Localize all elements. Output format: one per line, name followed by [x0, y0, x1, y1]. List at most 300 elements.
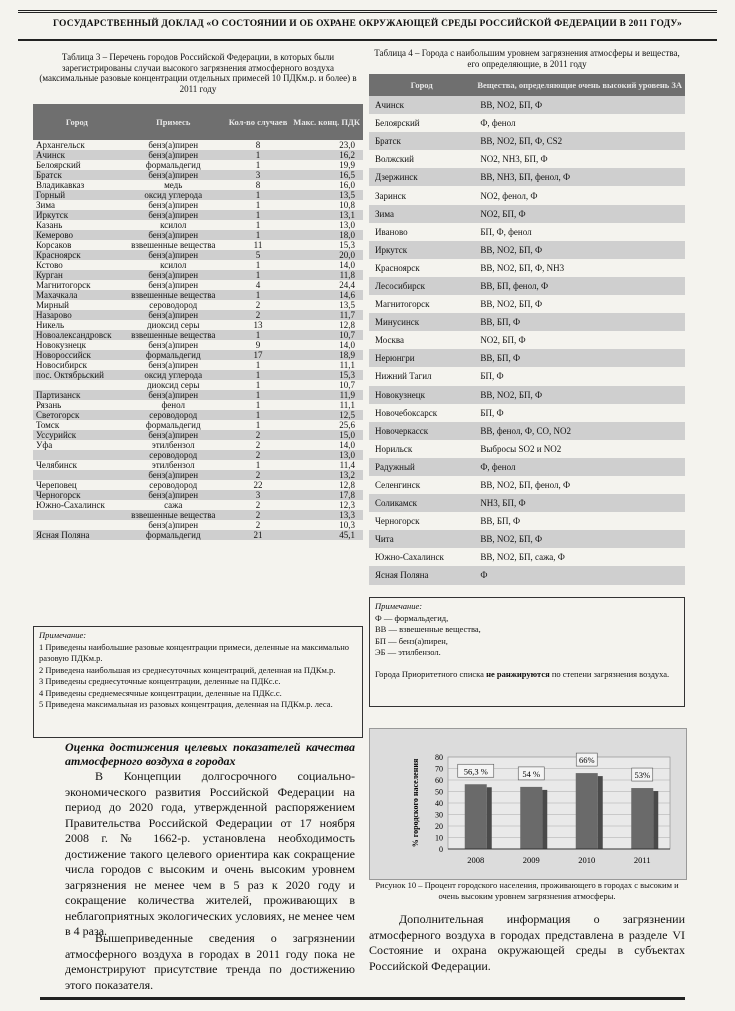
- table3-cell: 12,8: [339, 320, 355, 330]
- table4-cell: Белоярский: [375, 118, 420, 129]
- table3-row: [33, 260, 363, 270]
- table4-row: [369, 331, 685, 349]
- table4-cell: Нижний Тагил: [375, 371, 432, 382]
- table3-row: [33, 500, 363, 510]
- table4-cell: Селенгинск: [375, 480, 421, 491]
- table4-cell: Дзержинск: [369, 168, 474, 186]
- table4-cell: Лесосибирск: [369, 277, 474, 295]
- table3-cell: 1: [255, 220, 261, 230]
- table3-cell: 10,7: [290, 330, 363, 340]
- report-header: ГОСУДАРСТВЕННЫЙ ДОКЛАД «О СОСТОЯНИИ И ОБ ОХРАНЕ ОКРУЖАЮЩЕЙ СРЕДЫ РОССИЙСКОЙ ФЕДЕРАЦИИ В 2011 ГОДУ»: [18, 10, 717, 41]
- table4-cell: NO2, БП, Ф: [480, 335, 526, 346]
- table3-cell: бенз(а)пирен: [148, 280, 199, 290]
- table4-row: [369, 367, 685, 385]
- table3-cell: Владикавказ: [36, 180, 85, 190]
- table3-cell: Архангельск: [36, 140, 85, 150]
- table3-cell: взвешенные вещества: [121, 290, 226, 300]
- table4-cell: ВВ, БП, Ф: [480, 516, 521, 527]
- table3-cell: Зима: [36, 200, 55, 210]
- table3-cell: 8: [255, 140, 261, 150]
- chart-frame: [369, 728, 687, 880]
- table3-cell: Братск: [33, 170, 121, 180]
- table3-row: [33, 230, 363, 240]
- table4-row: [369, 150, 685, 168]
- table3-cell: сероводород: [121, 410, 226, 420]
- table3-cell: бенз(а)пирен: [121, 230, 226, 240]
- table3-row: [33, 380, 363, 390]
- table3-cell: 13,5: [339, 300, 355, 310]
- table3-cell: Череповец: [36, 480, 77, 490]
- table3-cell: 23,0: [339, 140, 355, 150]
- table3-cell: пос. Октябрьский: [33, 370, 121, 380]
- table4-cell: Ачинск: [369, 96, 474, 114]
- table3-cell: 45,1: [290, 530, 363, 540]
- table3-row: [33, 410, 363, 420]
- table3-row: [33, 350, 363, 360]
- table3-row: [33, 330, 363, 340]
- table3-caption: Таблица 3 – Перечень городов Российской Федерации, в которых были зарегистрированы случаи высокого загрязнения атмосферного воздуха (максимальные разовые концентрации отдельных примесей 10 ПДКм.р. и более) в 2011 году: [39, 52, 357, 94]
- table3-cell: бенз(а)пирен: [121, 430, 226, 440]
- table3-cell: 13,3: [290, 510, 363, 520]
- chart-data-label: 53%: [634, 770, 651, 781]
- table3-cell: 3: [226, 170, 291, 180]
- table4-cell: Выбросы SO2 и NO2: [480, 443, 562, 454]
- table3-row: [33, 450, 363, 460]
- table3-row: [33, 250, 363, 260]
- table4-row: [369, 458, 685, 476]
- table3-cell: 11,4: [339, 460, 355, 470]
- table4-row: [369, 548, 685, 566]
- table4-cell: Минусинск: [369, 313, 474, 331]
- table3-cell: бенз(а)пирен: [121, 470, 226, 480]
- table3-note-1: 1 Приведены наибольшие разовые концентрации примеси, деленные на максимально разовую ПДКм.р.: [39, 641, 350, 663]
- table3-cell: Горный: [33, 190, 121, 200]
- table3-cell: Мирный: [36, 300, 69, 310]
- table3-cell: Ачинск: [33, 150, 121, 160]
- table3-cell: 1: [226, 390, 291, 400]
- table3-cell: 22: [253, 480, 263, 490]
- table3-cell: Томск: [36, 420, 60, 430]
- table4-cell: Иваново: [375, 226, 408, 237]
- table3-cell: взвешенные вещества: [131, 240, 216, 250]
- table4-cell: ВВ, фенол, Ф, CO, NO2: [474, 422, 685, 440]
- table4-cell: Новокузнецк: [369, 386, 474, 404]
- table3-cell: взвешенные вещества: [121, 330, 226, 340]
- table3-cell: Кстово: [36, 260, 63, 270]
- table3-cell: Уфа: [36, 440, 53, 450]
- chart-bar-side: [487, 787, 492, 849]
- table4-row: [369, 512, 685, 530]
- table3-row: [33, 160, 363, 170]
- chart-bar-side: [598, 776, 603, 849]
- table3-cell: Черногорск: [33, 490, 121, 500]
- table4-cell: ВВ, NO2, БП, Ф: [480, 299, 543, 310]
- table4-cell: Южно-Сахалинск: [375, 552, 444, 563]
- table3-cell: 1: [226, 370, 291, 380]
- table4-note-3: БП — бенз(а)пирен,: [375, 635, 448, 646]
- section-title: Оценка достижения целевых показателей качества атмосферного воздуха в городах: [65, 740, 355, 768]
- table3-cell: 1: [255, 200, 261, 210]
- table3-cell: 2: [226, 450, 291, 460]
- table3-cell: ксилол: [160, 260, 187, 270]
- table3-cell: 1: [255, 360, 261, 370]
- chart-data-label: 54 %: [522, 768, 541, 779]
- table3-cell: 12,3: [339, 500, 355, 510]
- table3-cell: [33, 510, 121, 520]
- table4-cell: ВВ, NO2, БП, Ф: [474, 530, 685, 548]
- table3-cell: Партизанск: [33, 390, 121, 400]
- table3-cell: ксилол: [160, 220, 187, 230]
- table4-cell: Соликамск: [369, 494, 474, 512]
- table3-cell: 5: [226, 250, 291, 260]
- table3-cell: 1: [226, 290, 291, 300]
- table4-cell: ВВ, NO2, БП, Ф, CS2: [474, 132, 685, 150]
- table4-cell: Заринск: [375, 190, 407, 201]
- table4-cell: Ясная Поляна: [369, 566, 474, 584]
- table3-row: [33, 360, 363, 370]
- table4-note-extra-2: по степени загрязнения воздуха.: [551, 668, 670, 679]
- table3-cell: формальдегид: [121, 350, 226, 360]
- table3-note-2: 2 Приведена наибольшая из среднесуточных концентраций, деленная на ПДКм.р.: [39, 664, 336, 675]
- table3-cell: Магнитогорск: [36, 280, 91, 290]
- table3-cell: бенз(а)пирен: [121, 390, 226, 400]
- table4-row: [369, 223, 685, 241]
- table3-cell: 2: [226, 510, 291, 520]
- table3-cell: 1: [226, 150, 291, 160]
- table3-cell: формальдегид: [121, 530, 226, 540]
- table4-note-2: ВВ — взвешенные вещества,: [375, 624, 481, 634]
- table4-note-extra-1: Города Приоритетного списка: [375, 668, 484, 679]
- table3-cell: 1: [255, 160, 261, 170]
- table3-cell: 1: [226, 270, 291, 280]
- chart-y-tick-label: 70: [435, 764, 443, 774]
- table3-cell: бенз(а)пирен: [148, 360, 199, 370]
- table3-header-2: Кол-во случаев: [226, 104, 291, 140]
- table4-cell: БП, Ф, фенол: [480, 226, 532, 237]
- table3-cell: 13,0: [339, 220, 355, 230]
- table3-cell: Махачкала: [33, 290, 121, 300]
- table3-cell: сероводород: [149, 300, 198, 310]
- table4-cell: NO2, фенол, Ф: [480, 190, 538, 201]
- table3-row: [33, 240, 363, 250]
- table4-row: [369, 440, 685, 458]
- chart-y-tick-label: 60: [435, 776, 443, 785]
- table3-cell: 2: [255, 520, 261, 530]
- chart-x-tick-label: 2008: [467, 855, 485, 865]
- table3-cell: [33, 380, 121, 390]
- table3-cell: 1: [255, 420, 261, 430]
- table3-row: [33, 320, 363, 330]
- table3-cell: [33, 520, 121, 530]
- table3-cell: бенз(а)пирен: [121, 170, 226, 180]
- table3-row: [33, 520, 363, 530]
- table4-row: [369, 566, 685, 584]
- table3-header-3: Макс. конц. ПДК: [290, 104, 363, 140]
- table3-cell: бенз(а)пирен: [121, 310, 226, 320]
- table3-cell: бенз(а)пирен: [121, 150, 226, 160]
- table4-note-1: Ф — формальдегид,: [375, 612, 449, 623]
- chart-y-tick-label: 0: [439, 845, 443, 854]
- table3-cell: диоксид серы: [147, 380, 200, 390]
- table3-row: [33, 210, 363, 220]
- table3-cell: этилбензол: [151, 460, 195, 470]
- table4-row: [369, 386, 685, 404]
- table4-row: [369, 259, 685, 277]
- table3-row: [33, 180, 363, 190]
- table4-notes-title: Примечание:: [375, 601, 423, 611]
- table3-cell: 18,0: [290, 230, 363, 240]
- table3-cell: Иркутск: [33, 210, 121, 220]
- table3-cell: диоксид серы: [147, 320, 200, 330]
- table3-cell: Никель: [36, 320, 65, 330]
- table3-row: [33, 470, 363, 480]
- chart-bar: [465, 784, 487, 849]
- table3-cell: бенз(а)пирен: [148, 340, 199, 350]
- table4-cell: Черногорск: [375, 516, 420, 527]
- table3-cell: 13,1: [290, 210, 363, 220]
- table4-caption: Таблица 4 – Города с наибольшим уровнем загрязнения атмосферы и вещества, его определяющие, в 2011 году: [374, 48, 680, 69]
- table3-row: [33, 140, 363, 150]
- table3-cell: бенз(а)пирен: [121, 250, 226, 260]
- table3-cell: 18,9: [290, 350, 363, 360]
- table3-cell: 16,2: [290, 150, 363, 160]
- table3-cell: 1: [226, 210, 291, 220]
- table3-cell: 10,7: [339, 380, 355, 390]
- percent-population-chart: [370, 729, 686, 879]
- table3-cell: сероводород: [121, 450, 226, 460]
- table3-cell: медь: [164, 180, 183, 190]
- table3-cell: 15,0: [290, 430, 363, 440]
- table3-cell: 12,5: [290, 410, 363, 420]
- table4: [369, 74, 685, 585]
- table4-cell: Радужный: [369, 458, 474, 476]
- table3-row: [33, 300, 363, 310]
- table3-cell: 13,5: [290, 190, 363, 200]
- table3-cell: бенз(а)пирен: [121, 210, 226, 220]
- table3-row: [33, 290, 363, 300]
- table4-row: [369, 132, 685, 150]
- footer-rule: [40, 997, 685, 1000]
- table3-cell: оксид углерода: [121, 370, 226, 380]
- table4-cell: Ф, фенол: [474, 458, 685, 476]
- table3-cell: 3: [226, 490, 291, 500]
- table3-row: [33, 530, 363, 540]
- table3-note-4: 4 Приведены среднемесячные концентрации, деленные на ПДКс.с.: [39, 687, 282, 698]
- table3-cell: 8: [255, 180, 261, 190]
- table3-cell: оксид углерода: [121, 190, 226, 200]
- table3-cell: Челябинск: [36, 460, 78, 470]
- table3-row: [33, 390, 363, 400]
- table4-cell: Нерюнгри: [369, 349, 474, 367]
- table3-row: [33, 310, 363, 320]
- table4-cell: Иркутск: [369, 241, 474, 259]
- table3-cell: Новоалександровск: [33, 330, 121, 340]
- table4-cell: ВВ, NO2, БП, Ф, NH3: [480, 262, 565, 273]
- table4-row: [369, 530, 685, 548]
- table3-row: [33, 510, 363, 520]
- table3-row: [33, 480, 363, 490]
- table3-cell: 4: [255, 280, 261, 290]
- table4-cell: Норильск: [375, 443, 413, 454]
- table3-cell: Новосибирск: [36, 360, 87, 370]
- table4-row: [369, 277, 685, 295]
- table3-row: [33, 440, 363, 450]
- table4-row: [369, 422, 685, 440]
- table4-row: [369, 313, 685, 331]
- table4-row: [369, 476, 685, 494]
- table3-cell: 11,1: [339, 360, 355, 370]
- table4-cell: ВВ, БП, фенол, Ф: [474, 277, 685, 295]
- table3-row: [33, 200, 363, 210]
- table3-cell: 2: [255, 300, 261, 310]
- section-paragraph-1: В Концепции долгосрочного социально-экономического развития Российской Федерации на период до 2020 года, утвержденной распоряжением Правительства Российской Федерации от 17 ноября 2008 г. № 1662-р. установлена необходимость достижение такого целевого ориентира как сокращение числа городов с высоким и очень высоким уровнем загрязнения не менее чем в 5 раз к 2020 году и сокращение количества жителей, проживающих в неблагоприятных экологических условиях, не менее чем в 4 раза.: [65, 769, 355, 938]
- table4-cell: Москва: [375, 335, 404, 346]
- table3-cell: Ясная Поляна: [33, 530, 121, 540]
- section-paragraph-2: Вышеприведенные сведения о загрязнении атмосферного воздуха в городах в 2011 году пока не демонстрируют присутствие тренда по достижению этого показателя.: [65, 931, 355, 992]
- table4-cell: ВВ, NO2, БП, Ф: [474, 241, 685, 259]
- table4-row: [369, 349, 685, 367]
- table3-row: [33, 340, 363, 350]
- table3-cell: сажа: [164, 500, 183, 510]
- table3-cell: 1: [226, 230, 291, 240]
- table4-cell: ВВ, БП, Ф: [474, 349, 685, 367]
- table3-cell: Назарово: [33, 310, 121, 320]
- table3-cell: 15,3: [339, 240, 355, 250]
- table3-cell: 24,4: [339, 280, 355, 290]
- table3-cell: 16,5: [290, 170, 363, 180]
- table3-cell: 11,9: [290, 390, 363, 400]
- table3-cell: 10,8: [339, 200, 355, 210]
- table3-cell: бенз(а)пирен: [148, 140, 199, 150]
- table4-cell: Новочебоксарск: [375, 407, 438, 418]
- table4-row: [369, 186, 685, 204]
- table3-cell: 1: [255, 260, 261, 270]
- table3-cell: 1: [226, 410, 291, 420]
- chart-y-tick-label: 50: [435, 787, 443, 797]
- table3-cell: [33, 450, 121, 460]
- table4-row: [369, 168, 685, 186]
- table3-cell: этилбензол: [151, 440, 195, 450]
- figure-followup-text: Дополнительная информация о загрязнении атмосферного воздуха в городах представлена в разделе VI Состояние и охрана окружающей среды в субъектах Российской Федерации.: [369, 912, 685, 973]
- table3-cell: сероводород: [149, 480, 198, 490]
- table4-cell: Новочеркасск: [369, 422, 474, 440]
- table3-cell: Уссурийск: [33, 430, 121, 440]
- table4-cell: Братск: [369, 132, 474, 150]
- table3-row: [33, 150, 363, 160]
- table4-cell: Красноярск: [375, 262, 420, 273]
- table3-row: [33, 280, 363, 290]
- table3-cell: 14,0: [339, 440, 355, 450]
- table3-cell: 15,3: [290, 370, 363, 380]
- table3-cell: Красноярск: [33, 250, 121, 260]
- table4-cell: ВВ, NO2, БП, Ф: [474, 96, 685, 114]
- table3-row: [33, 170, 363, 180]
- table4-cell: Ф: [474, 566, 685, 584]
- table3-cell: Казань: [36, 220, 63, 230]
- table3-cell: бенз(а)пирен: [148, 520, 199, 530]
- chart-data-label: 56,3 %: [463, 766, 488, 777]
- table3-cell: Южно-Сахалинск: [36, 500, 105, 510]
- table3-cell: бенз(а)пирен: [148, 200, 199, 210]
- table4-row: [369, 114, 685, 132]
- table4-cell: ВВ, NH3, БП, фенол, Ф: [474, 168, 685, 186]
- table3-cell: Курган: [33, 270, 121, 280]
- chart-bar: [576, 773, 598, 849]
- table3-row: [33, 420, 363, 430]
- table3-cell: 25,6: [339, 420, 355, 430]
- table4-row: [369, 494, 685, 512]
- table3-notes: [33, 626, 363, 738]
- table3-row: [33, 400, 363, 410]
- table3-cell: 11: [253, 240, 263, 250]
- table4-cell: БП, Ф: [480, 407, 504, 418]
- table3-cell: Белоярский: [36, 160, 81, 170]
- table3-cell: 16,0: [339, 180, 355, 190]
- table3-cell: 13,2: [290, 470, 363, 480]
- table3-cell: 2: [255, 440, 261, 450]
- table3-cell: бенз(а)пирен: [121, 270, 226, 280]
- table3-cell: 10,3: [339, 520, 355, 530]
- table4-cell: NO2, NH3, БП, Ф: [480, 154, 548, 165]
- table3-notes-title: Примечание:: [39, 630, 87, 640]
- table4-cell: Магнитогорск: [375, 299, 430, 310]
- table4-header-1: Вещества, определяющие очень высокий уровень ЗА: [474, 74, 685, 96]
- table3-row: [33, 190, 363, 200]
- table3-header-0: Город: [33, 104, 121, 140]
- chart-y-tick-label: 40: [435, 799, 443, 808]
- table3-cell: 2: [226, 470, 291, 480]
- table4-cell: Волжский: [375, 154, 414, 165]
- table3-cell: 11,8: [290, 270, 363, 280]
- table3-cell: Корсаков: [36, 240, 72, 250]
- table4-cell: ВВ, NO2, БП, сажа, Ф: [480, 552, 565, 563]
- table4-cell: Чита: [369, 530, 474, 548]
- figure-caption: Рисунок 10 – Процент городского населения, проживающего в городах с высоким и очень высоким уровнем загрязнения атмосферы.: [375, 880, 679, 901]
- table3-cell: 13,0: [290, 450, 363, 460]
- chart-x-tick-label: 2009: [522, 855, 540, 865]
- table4-note-extra-bold: не ранжируются: [486, 668, 550, 679]
- table3-cell: 11,7: [290, 310, 363, 320]
- table3-cell: 1: [226, 190, 291, 200]
- table4-cell: ВВ, БП, Ф: [474, 313, 685, 331]
- table4-cell: ВВ, NO2, БП, фенол, Ф: [480, 480, 571, 491]
- table3-cell: 19,9: [339, 160, 355, 170]
- table4-row: [369, 241, 685, 259]
- table3-cell: 1: [255, 400, 261, 410]
- table3-cell: 17,8: [290, 490, 363, 500]
- table3-cell: 2: [226, 310, 291, 320]
- table3-cell: взвешенные вещества: [121, 510, 226, 520]
- table3-row: [33, 430, 363, 440]
- table4-cell: NH3, БП, Ф: [474, 494, 685, 512]
- table4-cell: Зима: [369, 205, 474, 223]
- table3-cell: 2: [255, 500, 261, 510]
- chart-bar-side: [542, 790, 547, 849]
- chart-y-tick-label: 30: [435, 810, 443, 820]
- table3-row: [33, 490, 363, 500]
- table4-note-4: ЭБ — этилбензол.: [375, 647, 441, 657]
- table4-row: [369, 404, 685, 422]
- table3-note-5: 5 Приведена максимальная из разовых концентрация, деленная на ПДКм.р. леса.: [39, 699, 333, 709]
- chart-y-axis-label: % городского населения: [411, 758, 420, 848]
- table3-cell: 20,0: [290, 250, 363, 260]
- chart-y-tick-label: 20: [435, 822, 443, 831]
- table3-cell: 11,1: [339, 400, 355, 410]
- table4-cell: ВВ, NO2, БП, Ф: [474, 386, 685, 404]
- table3-note-3: 3 Приведены среднесуточные концентрации, деленные на ПДКс.с.: [39, 676, 281, 686]
- chart-x-tick-label: 2010: [578, 855, 596, 865]
- table3-row: [33, 270, 363, 280]
